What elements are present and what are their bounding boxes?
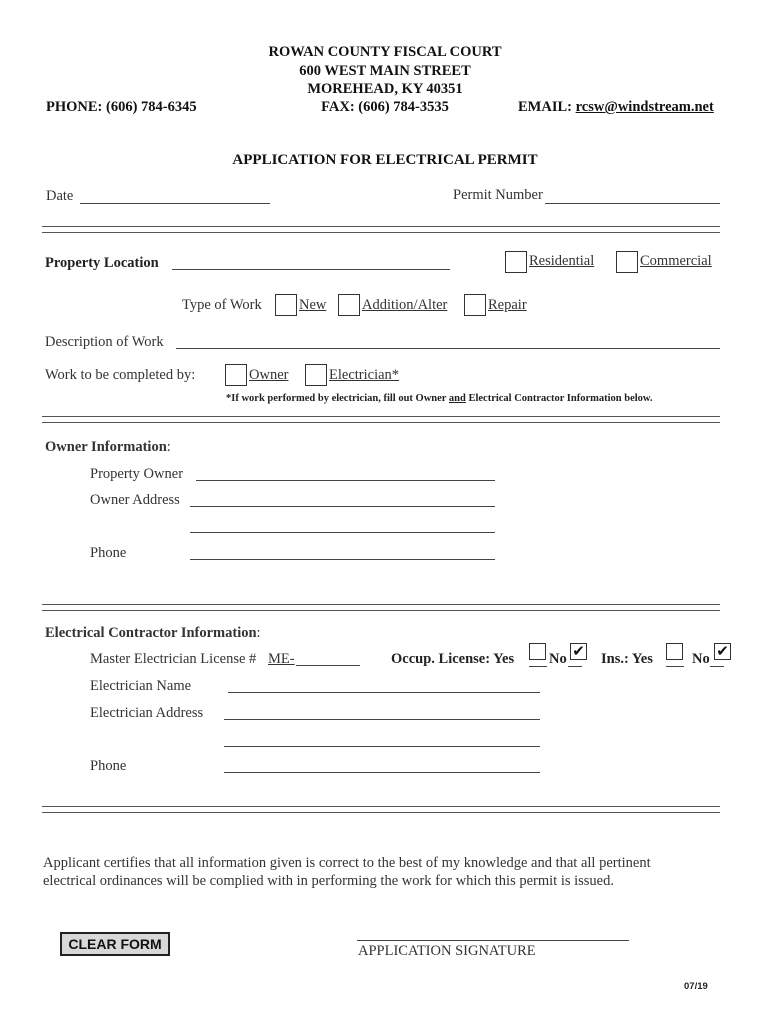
license-prefix: ME- bbox=[268, 651, 295, 667]
electrician-address-field[interactable] bbox=[224, 719, 540, 720]
section-divider bbox=[42, 604, 720, 611]
master-license-field[interactable] bbox=[296, 665, 360, 666]
electrician-checkbox[interactable] bbox=[305, 364, 327, 386]
occup-license-label: Occup. License: Yes bbox=[391, 651, 515, 667]
property-location-label: Property Location bbox=[45, 255, 159, 271]
new-checkbox[interactable] bbox=[275, 294, 297, 316]
date-label: Date bbox=[46, 188, 74, 204]
ins-yes-checkbox[interactable] bbox=[666, 643, 683, 660]
electrician-name-label: Electrician Name bbox=[90, 678, 192, 694]
commercial-label: Commercial bbox=[640, 253, 712, 269]
occup-no-label: No bbox=[549, 651, 567, 667]
repair-checkbox[interactable] bbox=[464, 294, 486, 316]
repair-label: Repair bbox=[488, 297, 527, 313]
owner-label: Owner bbox=[249, 367, 289, 383]
date-field[interactable] bbox=[80, 203, 270, 204]
electrician-phone-label: Phone bbox=[90, 758, 127, 774]
new-label: New bbox=[299, 297, 327, 313]
org-street: 600 WEST MAIN STREET bbox=[299, 63, 471, 79]
description-field[interactable] bbox=[176, 348, 720, 349]
property-location-field[interactable] bbox=[172, 269, 450, 270]
permit-number-field[interactable] bbox=[545, 203, 720, 204]
permit-number-label: Permit Number bbox=[453, 187, 543, 203]
contractor-info-heading: Electrical Contractor Information: bbox=[45, 625, 261, 641]
ins-yes-underline bbox=[666, 666, 684, 667]
owner-address-field-2[interactable] bbox=[190, 532, 495, 533]
ins-no-checkbox[interactable]: ✔ bbox=[714, 643, 731, 660]
org-city: MOREHEAD, KY 40351 bbox=[307, 81, 463, 97]
master-license-label: Master Electrician License # bbox=[90, 651, 257, 667]
section-divider bbox=[42, 416, 720, 423]
certification-line-1: Applicant certifies that all information given is correct to the best of my knowledge and that all pertinent bbox=[43, 855, 651, 871]
type-of-work-label: Type of Work bbox=[182, 297, 262, 313]
ins-no-label: No bbox=[692, 651, 710, 667]
owner-address-field[interactable] bbox=[190, 506, 495, 507]
occup-yes-underline bbox=[529, 666, 547, 667]
electrician-name-field[interactable] bbox=[228, 692, 540, 693]
electrician-label: Electrician* bbox=[329, 367, 400, 383]
occup-no-underline bbox=[568, 666, 582, 667]
electrician-address-field-2[interactable] bbox=[224, 746, 540, 747]
addition-alter-checkbox[interactable] bbox=[338, 294, 360, 316]
owner-address-label: Owner Address bbox=[90, 492, 180, 508]
property-owner-label: Property Owner bbox=[90, 466, 184, 482]
occup-no-checkbox[interactable]: ✔ bbox=[570, 643, 587, 660]
form-title: APPLICATION FOR ELECTRICAL PERMIT bbox=[232, 152, 538, 168]
commercial-checkbox[interactable] bbox=[616, 251, 638, 273]
electrician-phone-field[interactable] bbox=[224, 772, 540, 773]
property-owner-field[interactable] bbox=[196, 480, 495, 481]
ins-no-underline bbox=[710, 666, 724, 667]
org-fax: FAX: (606) 784-3535 bbox=[321, 99, 449, 115]
revision-code: 07/19 bbox=[684, 981, 708, 992]
occup-yes-checkbox[interactable] bbox=[529, 643, 546, 660]
signature-label: APPLICATION SIGNATURE bbox=[358, 943, 536, 959]
org-email: EMAIL: rcsw@windstream.net bbox=[518, 99, 714, 115]
org-phone: PHONE: (606) 784-6345 bbox=[46, 99, 197, 115]
residential-checkbox[interactable] bbox=[505, 251, 527, 273]
section-divider bbox=[42, 806, 720, 813]
electrician-address-label: Electrician Address bbox=[90, 705, 204, 721]
clear-form-button[interactable]: CLEAR FORM bbox=[60, 932, 170, 956]
owner-info-heading: Owner Information: bbox=[45, 439, 171, 455]
addition-alter-label: Addition/Alter bbox=[362, 297, 448, 313]
completed-by-label: Work to be completed by: bbox=[45, 367, 196, 383]
owner-phone-label: Phone bbox=[90, 545, 127, 561]
certification-line-2: electrical ordinances will be complied with in performing the work for which this permit is issued. bbox=[43, 873, 614, 889]
description-label: Description of Work bbox=[45, 334, 164, 350]
signature-field[interactable] bbox=[357, 940, 629, 941]
section-divider bbox=[42, 226, 720, 233]
ins-label: Ins.: Yes bbox=[601, 651, 653, 667]
electrician-note: *If work performed by electrician, fill out Owner and Electrical Contractor Information below. bbox=[226, 393, 653, 404]
owner-checkbox[interactable] bbox=[225, 364, 247, 386]
residential-label: Residential bbox=[529, 253, 595, 269]
org-name: ROWAN COUNTY FISCAL COURT bbox=[268, 44, 502, 60]
owner-phone-field[interactable] bbox=[190, 559, 495, 560]
